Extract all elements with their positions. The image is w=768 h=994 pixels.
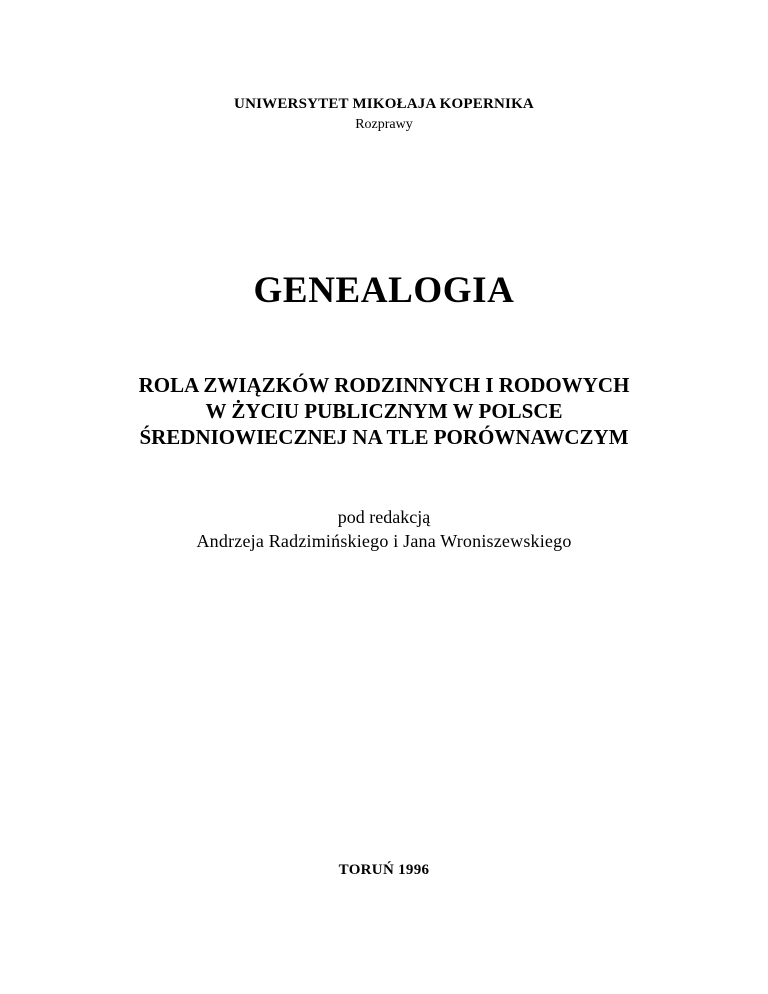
publication-place-year: TORUŃ 1996 <box>338 862 430 878</box>
editorship-label: pod redakcją <box>337 507 431 527</box>
series-name: Rozprawy <box>355 117 413 132</box>
subtitle-line-2: W ŻYCIU PUBLICZNYM W POLSCE <box>205 399 563 423</box>
university-name: UNIWERSYTET MIKOŁAJA KOPERNIKA <box>234 96 534 112</box>
editor-names: Andrzeja Radzimińskiego i Jana Wroniszewskiego <box>196 531 572 551</box>
book-title: GENEALOGIA <box>253 270 515 311</box>
subtitle-line-3: ŚREDNIOWIECZNEJ NA TLE PORÓWNAWCZYM <box>139 425 629 449</box>
book-subtitle <box>0 372 768 450</box>
subtitle-line-1: ROLA ZWIĄZKÓW RODZINNYCH I RODOWYCH <box>138 373 630 397</box>
